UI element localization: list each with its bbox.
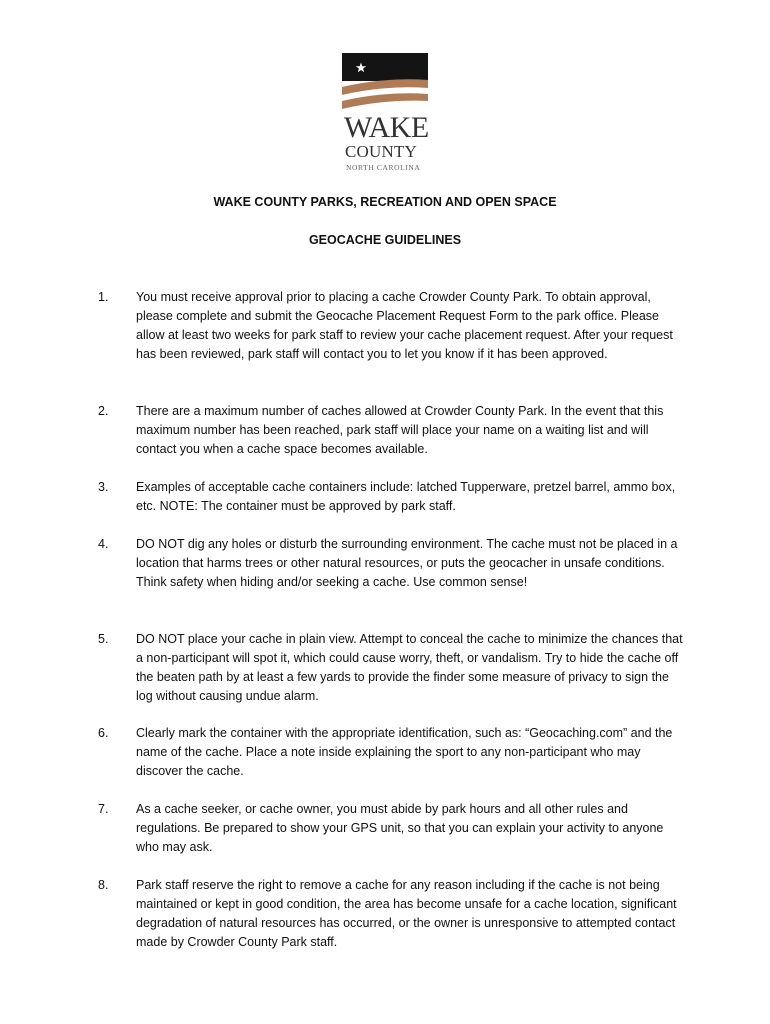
guideline-item-8 xyxy=(98,876,688,952)
guideline-number: 1. xyxy=(98,290,109,304)
logo-wake-text: WAKE xyxy=(344,111,429,144)
flag-wave-stripe-1 xyxy=(342,79,428,95)
guideline-number: 5. xyxy=(98,632,109,646)
logo-county-text: COUNTY xyxy=(345,142,418,161)
department-heading: WAKE COUNTY PARKS, RECREATION AND OPEN SPACE xyxy=(213,195,557,209)
guideline-text: DO NOT place your cache in plain view. Attempt to conceal the cache to minimize the chances that a non-participant will spot it, which could cause worry, theft, or vandalism. Try to hide the cache off the beaten path by at least a few yards to provide the finder some measure of privacy to sign the log without causing undue alarm. xyxy=(136,632,683,703)
flag-wave-stripe-2 xyxy=(342,93,428,109)
guideline-number: 7. xyxy=(98,802,109,816)
guideline-text: Park staff reserve the right to remove a cache for any reason including if the cache is not being maintained or kept in good condition, the area has become unsafe for a cache location, significant degradation of natural resources has occurred, or the owner is unresponsive to attempted contact made by Crowder County Park staff. xyxy=(136,878,677,949)
guideline-text: Clearly mark the container with the appropriate identification, such as: “Geocaching.com” and the name of the cache. Place a note inside explaining the sport to any non-participant who may discover the cache. xyxy=(136,726,673,778)
guideline-number: 4. xyxy=(98,537,109,551)
guideline-text: Examples of acceptable cache containers include: latched Tupperware, pretzel barrel, ammo box, etc. NOTE: The container must be approved by park staff. xyxy=(136,480,676,513)
guideline-text: DO NOT dig any holes or disturb the surrounding environment. The cache must not be placed in a location that harms trees or other natural resources, or puts the geocacher in unsafe conditions. Think safety when hiding and/or seeking a cache. Use common sense! xyxy=(136,537,678,589)
guideline-item-2 xyxy=(98,402,688,459)
guideline-item-6 xyxy=(98,724,688,781)
wake-county-flag-emblem xyxy=(342,53,428,111)
document-title: GEOCACHE GUIDELINES xyxy=(308,233,462,247)
guideline-number: 2. xyxy=(98,404,109,418)
flag-dark-block xyxy=(342,53,428,81)
guideline-number: 3. xyxy=(98,480,109,494)
wake-county-logo xyxy=(342,53,432,177)
guideline-item-1 xyxy=(98,288,688,364)
guideline-text: As a cache seeker, or cache owner, you must abide by park hours and all other rules and regulations. Be prepared to show your GPS unit, so that you can explain your activity to anyone who may ask. xyxy=(136,802,664,854)
guideline-item-4 xyxy=(98,535,688,592)
guideline-text: There are a maximum number of caches allowed at Crowder County Park. In the event that this maximum number has been reached, park staff will place your name on a waiting list and will contact you when a cache space becomes available. xyxy=(136,404,664,456)
guideline-item-3 xyxy=(98,478,688,516)
guideline-number: 8. xyxy=(98,878,109,892)
guideline-text: You must receive approval prior to placing a cache Crowder County Park. To obtain approval, please complete and submit the Geocache Placement Request Form to the park office. Please allow at least two weeks for park staff to review your cache placement request. After your request has been reviewed, park staff will contact you to let you know if it has been approved. xyxy=(136,290,673,361)
guideline-item-5 xyxy=(98,630,688,706)
logo-state-text: NORTH CAROLINA xyxy=(346,163,421,172)
guideline-item-7 xyxy=(98,800,688,857)
guideline-number: 6. xyxy=(98,726,109,740)
